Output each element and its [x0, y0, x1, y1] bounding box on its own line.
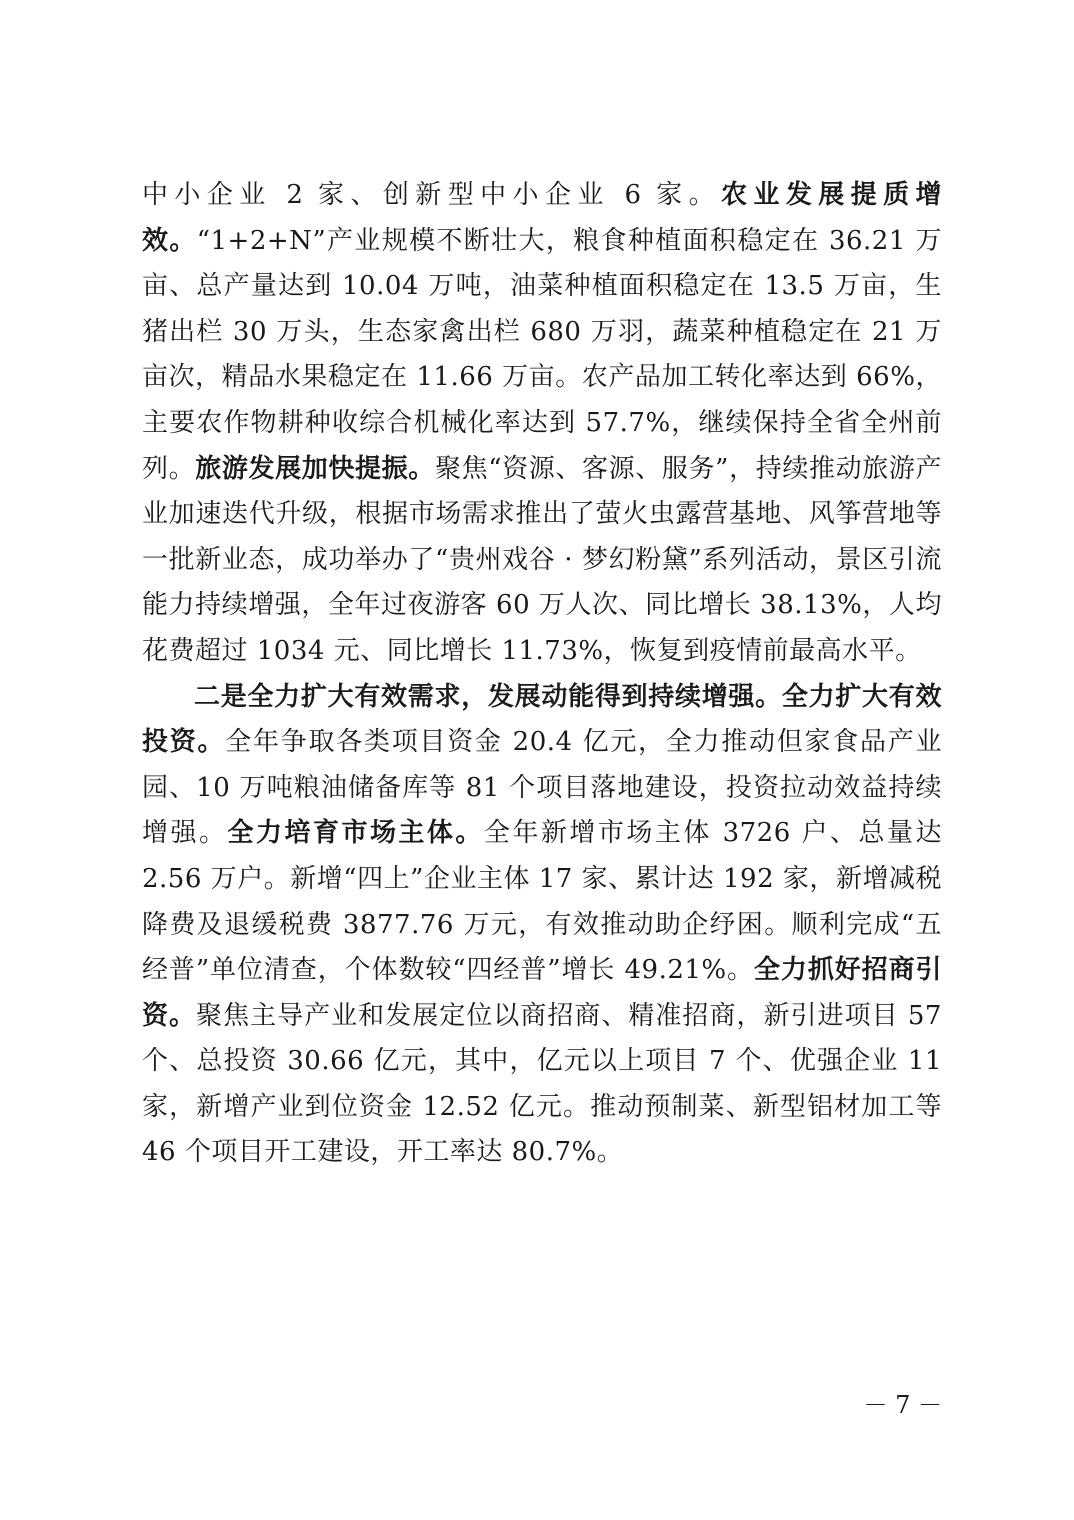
bold-heading-demand: 二是全力扩大有效需求，发展动能得到持续增强。全力扩大有效投资。: [142, 681, 942, 758]
page-number: － 7 －: [863, 1391, 942, 1419]
text-run: 聚焦“资源、客源、服务”，持续推动旅游产业加速迭代升级，根据市场需求推出了萤火虫露营基地、风筝营地等一批新业态，成功举办了“贵州戏谷 · 梦幻粉黛”系列活动，景区引流能力持续增强，全年过夜游客 60 万人次、同比增长 38.13%，人均花费超过 1034 元、同比增长 11.73%，恢复到疫情前最高水平。: [142, 453, 942, 666]
text-run: 全年争取各类项目资金 20.4 亿元，全力推动但家食品产业园、10 万吨粮油储备库等 81 个项目落地建设，投资拉动效益持续增强。: [142, 727, 942, 849]
paragraph-1: [142, 173, 942, 675]
paragraph-2: [142, 675, 942, 1177]
bold-heading-tourism: 旅游发展加快提振。: [195, 453, 435, 484]
bold-heading-market-entities: 全力培育市场主体。: [227, 818, 484, 849]
document-body: [142, 173, 942, 1176]
bold-heading-agriculture: 农业发展提质增效。: [142, 180, 942, 256]
text-run: 全年新增市场主体 3726 户、总量达 2.56 万户。新增“四上”企业主体 17 家、累计达 192 家，新增减税降费及退缓税费 3877.76 万元，有效推动助企纾困。顺利完成“五经普”单位清查，个体数较“四经普”增长 49.21%。: [142, 818, 942, 986]
bold-heading-investment-promotion: 全力抓好招商引资。: [142, 955, 942, 1031]
text-run: 中小企业 2 家、创新型中小企业 6 家。: [142, 180, 721, 210]
text-run: 聚焦主导产业和发展定位以商招商、精准招商，新引进项目 57 个、总投资 30.66 亿元，其中，亿元以上项目 7 个、优强企业 11 家，新增产业到位资金 12.52 亿元。推动预制菜、新型铝材加工等 46 个项目开工建设，开工率达 80.7%。: [142, 1000, 942, 1168]
text-run: “1+2+N”产业规模不断壮大，粮食种植面积稳定在 36.21 万亩、总产量达到 10.04 万吨，油菜种植面积稳定在 13.5 万亩，生猪出栏 30 万头，生态家禽出栏 680 万羽，蔬菜种植稳定在 21 万亩次，精品水果稳定在 11.66 万亩。农产品加工转化率达到 66%，主要农作物耕种收综合机械化率达到 57.7%，继续保持全省全州前列。: [142, 225, 942, 484]
